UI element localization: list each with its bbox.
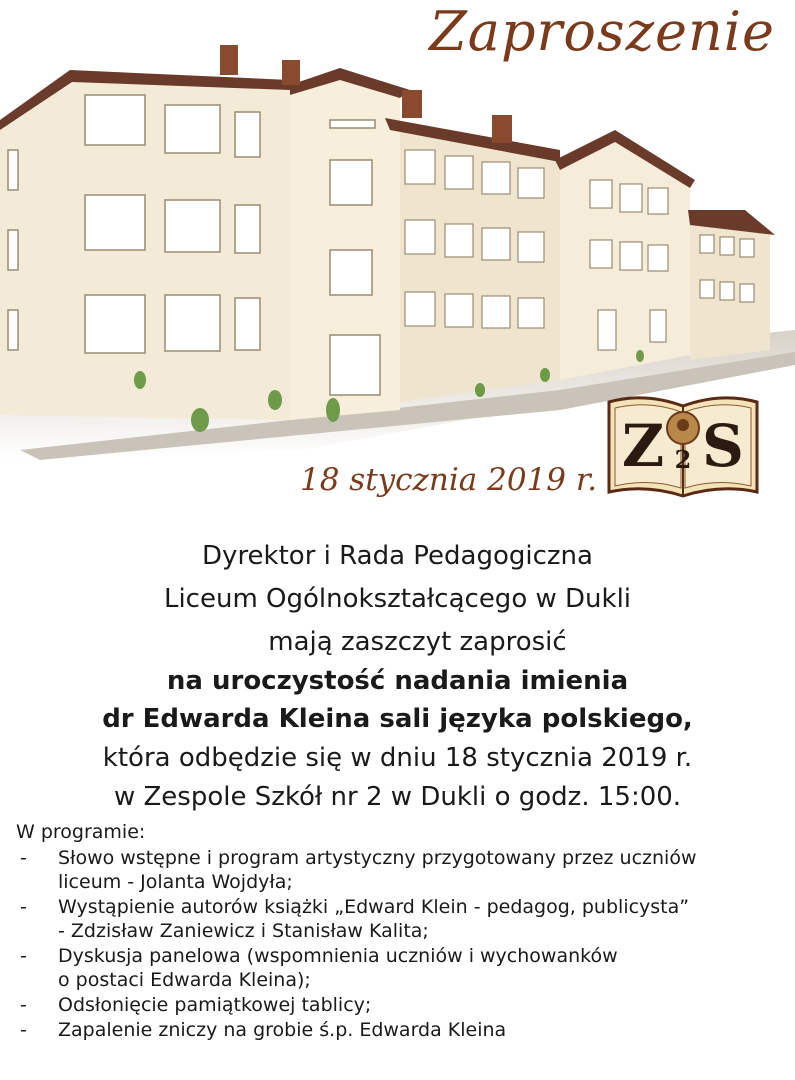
event-date-script: 18 stycznia 2019 r.: [300, 462, 598, 498]
logo-letter-z: Z: [621, 412, 665, 480]
invitation-line-4: na uroczystość nadania imienia: [166, 666, 629, 696]
invitation-line-1: Dyrektor i Rada Pedagogiczna: [202, 541, 593, 571]
program-item-line: Zapalenie zniczy na grobie ś.p. Edwarda Kleina: [58, 1019, 507, 1041]
program-item: [0, 846, 795, 894]
invitation-line-5: dr Edwarda Kleina sali języka polskiego,: [102, 704, 693, 734]
program-item: [0, 895, 795, 943]
program-item-line: o postaci Edwarda Kleina);: [58, 969, 311, 991]
program-item-line: Wystąpienie autorów książki „Edward Klein - pedagog, publicysta”: [58, 896, 690, 918]
invitation-line-6: która odbędzie się w dniu 18 stycznia 2019 r.: [102, 743, 693, 773]
program-item: [0, 993, 795, 1017]
program-item-line: Słowo wstępne i program artystyczny przygotowany przez uczniów: [58, 847, 697, 869]
logo-letter-s: S: [702, 412, 744, 480]
program-dash: -: [20, 994, 27, 1016]
invitation-line-2: Liceum Ogólnokształcącego w Dukli: [163, 584, 632, 614]
program-item-line: Odsłonięcie pamiątkowej tablicy;: [58, 994, 372, 1016]
logo-number: 2: [674, 445, 692, 474]
invitation-line-7: w Zespole Szkół nr 2 w Dukli o godz. 15:00.: [113, 782, 682, 812]
school-logo: [605, 392, 761, 498]
program-item: [0, 944, 795, 992]
program-dash: -: [20, 896, 27, 918]
program-dash: -: [20, 1019, 27, 1041]
program-heading: W programie:: [16, 821, 146, 843]
program-dash: -: [20, 945, 27, 967]
invitation-line-3: mają zaszczyt zaprosić: [268, 627, 567, 657]
program-list: [0, 846, 795, 1042]
program-item-line: Dyskusja panelowa (wspomnienia uczniów i wychowanków: [58, 945, 618, 967]
invitation-title: Zaproszenie: [429, 0, 775, 63]
program-item: [0, 1018, 795, 1042]
program-item-line: - Zdzisław Zaniewicz i Stanisław Kalita;: [58, 920, 429, 942]
program-dash: -: [20, 847, 27, 869]
program-item-line: liceum - Jolanta Wojdyła;: [58, 871, 293, 893]
